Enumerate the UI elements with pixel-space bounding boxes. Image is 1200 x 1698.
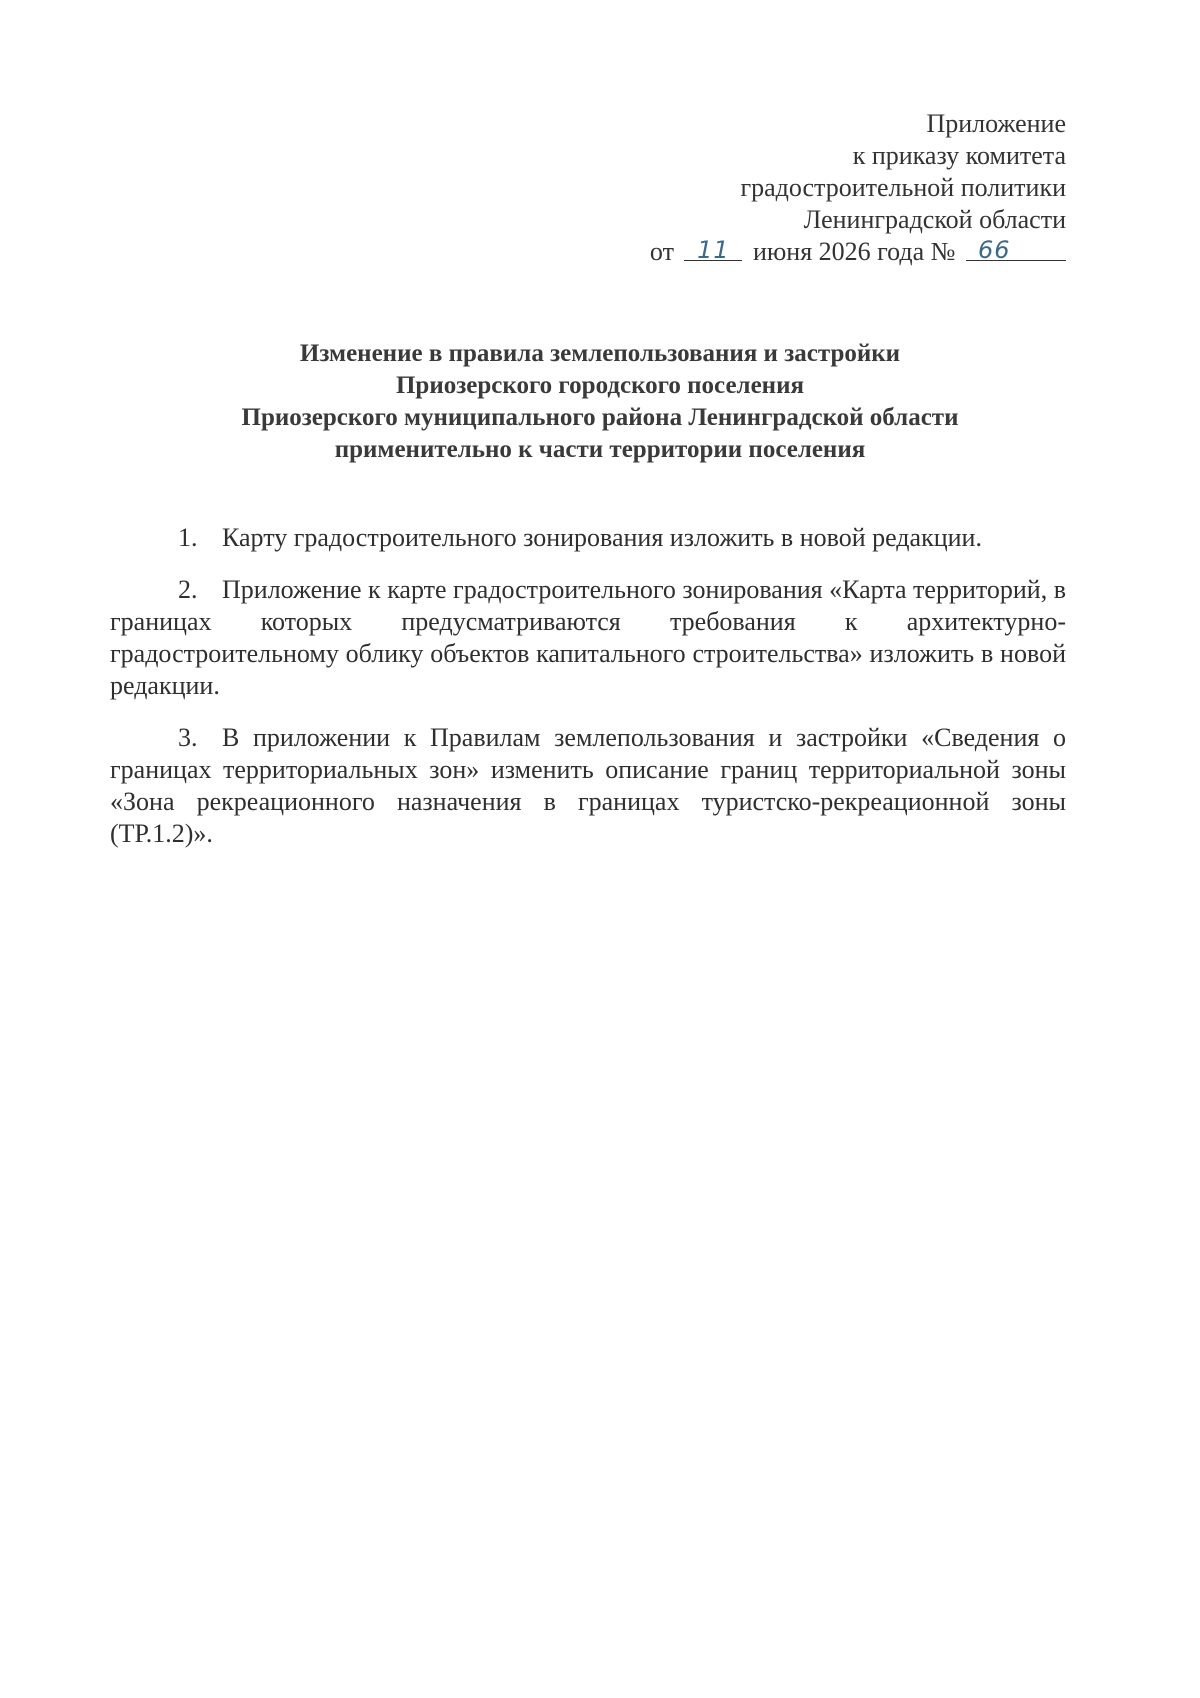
- title-line: Изменение в правила землепользования и застройки: [299, 340, 901, 367]
- handwritten-day: 11: [697, 236, 730, 264]
- list-item: [110, 574, 1066, 702]
- item-text: Карту градостроительного зонирования изложить в новой редакции.: [222, 523, 982, 552]
- appendix-line: Приложение: [926, 109, 1066, 138]
- document-items: [110, 522, 1066, 870]
- appendix-header: [650, 108, 1066, 268]
- item-number: 1.: [178, 523, 198, 552]
- number-blank: [966, 236, 1066, 264]
- list-item: [110, 522, 1066, 554]
- day-blank: [684, 236, 742, 264]
- item-text: В приложении к Правилам землепользования и застройки «Сведения о границах территориальных зон» изменить описание границ территориальной зоны «Зона рекреационного назначения в границах туристско-рекреационной зоны (ТР.1.2)».: [110, 723, 1066, 848]
- item-text: Приложение к карте градостроительного зонирования «Карта территорий, в границах которых предусматриваются требования к архитектурно-градостроительному облику объектов капитального строительства» изложить в новой редакции.: [110, 575, 1066, 700]
- date-prefix: от: [649, 237, 681, 266]
- title-line: Приозерского муниципального района Ленинградской области: [241, 404, 959, 431]
- appendix-line: Ленинградской области: [803, 205, 1066, 234]
- order-date-line: [650, 236, 1066, 268]
- document-title: [0, 338, 1200, 466]
- month-year-label: июня 2026 года №: [746, 237, 962, 266]
- item-number: 3.: [178, 723, 198, 752]
- title-line: применительно к части территории поселения: [334, 436, 866, 463]
- appendix-line: градостроительной политики: [740, 173, 1066, 202]
- list-item: [110, 722, 1066, 850]
- appendix-line: к приказу комитета: [852, 141, 1066, 170]
- item-number: 2.: [178, 575, 198, 604]
- title-line: Приозерского городского поселения: [395, 372, 805, 399]
- handwritten-number: 66: [978, 236, 1011, 264]
